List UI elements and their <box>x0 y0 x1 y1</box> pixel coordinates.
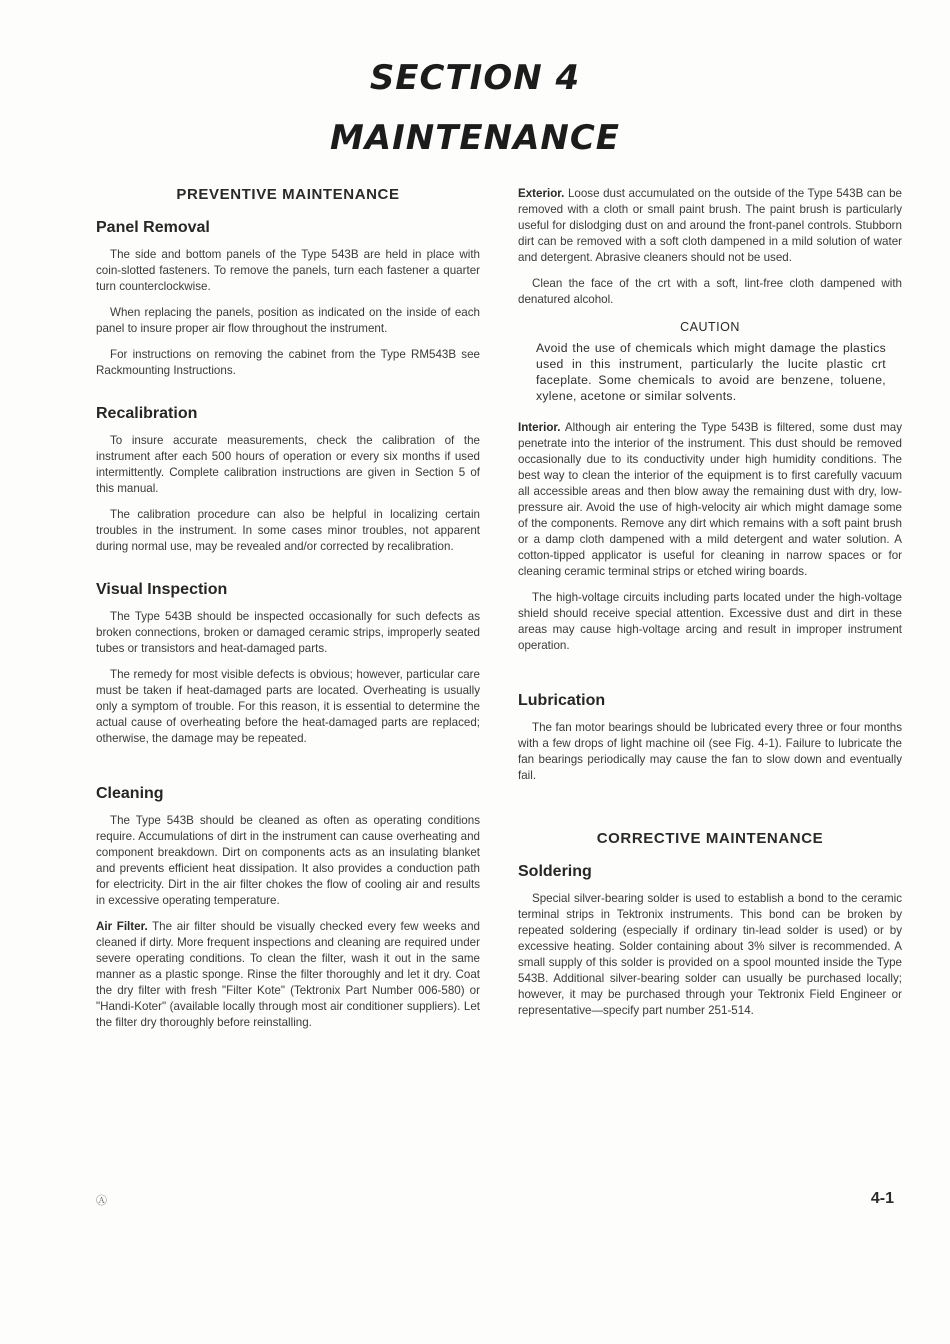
panel-removal-paragraph-1: The side and bottom panels of the Type 543B are held in place with coin-slotted fasteners. To remove the panels, turn each fastener a quarter turn counterclockwise. <box>96 248 480 293</box>
cleaning-heading: Cleaning <box>96 785 164 802</box>
panel-removal-paragraph-3: For instructions on removing the cabinet from the Type RM543B see Rackmounting Instructions. <box>96 348 480 377</box>
soldering-paragraph: Special silver-bearing solder is used to establish a bond to the ceramic terminal strips in Tektronix instruments. This bond can be broken by repeated soldering (especially if ordinary tin-lead solder is used) or by excessive heating. Solder containing about 3% silver is recommended. A small supply of this solder is provided on a spool mounted inside the Type 543B. Additional silver-bearing solder can usually be purchased locally; however, it may be purchased through your Tektronix Field Engineer or representative—specify part number 251-514. <box>518 892 902 1017</box>
visual-inspection-paragraph-2: The remedy for most visible defects is obvious; however, particular care must be taken if heat-damaged parts are located. Overheating is usually only a symptom of trouble. For this reason, it is essential to determine the actual cause of overheating before the heat-damaged parts are replaced; otherwise, the damage may be repeated. <box>96 668 480 745</box>
exterior-lead: Exterior. <box>518 187 565 200</box>
preventive-maintenance-heading: PREVENTIVE MAINTENANCE <box>176 186 400 203</box>
recalibration-paragraph-1: To insure accurate measurements, check the calibration of the instrument after each 500 hours of operation or every six months if used intermittently. Complete calibration instructions are given in Section 5 of this manual. <box>96 434 480 495</box>
air-filter-paragraph <box>96 919 480 1031</box>
section-number-title: SECTION 4 <box>369 58 581 98</box>
panel-removal-heading: Panel Removal <box>96 219 210 236</box>
air-filter-text: The air filter should be visually checked every few weeks and cleaned if dirty. More frequent inspections and cleaning are required under severe operating conditions. To clean the filter, wash it out in the same manner as a plastic sponge. Rinse the filter thoroughly and let it dry. Coat the dry filter with fresh "Filter Kote" (Tektronix Part Number 006-580) or "Handi-Koter" (available locally through most air conditioner suppliers). Let the filter dry thoroughly before reinstalling. <box>96 920 480 1029</box>
publisher-mark-icon: Ⓐ <box>96 1195 107 1207</box>
cleaning-paragraph-1: The Type 543B should be cleaned as often as operating conditions require. Accumulations of dirt in the instrument can cause overheating and component breakdown. Dirt on components acts as an insulating blanket and prevents efficient heat dissipation. It also provides a conduction path for electricity. Dirt in the air filter chokes the flow of cooling air and results in excessive operating temperature. <box>96 814 480 907</box>
lubrication-paragraph: The fan motor bearings should be lubricated every three or four months with a few drops of light machine oil (see Fig. 4-1). Failure to lubricate the fan bearings periodically may cause the fan to slow down and eventually fail. <box>518 721 902 782</box>
visual-inspection-heading: Visual Inspection <box>96 581 228 598</box>
soldering-heading: Soldering <box>518 863 592 880</box>
right-column <box>518 186 902 1029</box>
corrective-maintenance-heading: CORRECTIVE MAINTENANCE <box>596 830 824 847</box>
caution-text: Avoid the use of chemicals which might damage the plastics used in this instrument, particularly the lucite plastic crt faceplate. Some chemicals to avoid are benzene, toluene, xylene, acetone or similar solvents. <box>536 341 886 403</box>
panel-removal-paragraph-2: When replacing the panels, position as indicated on the inside of each panel to insure proper air flow throughout the instrument. <box>96 306 480 335</box>
lubrication-heading: Lubrication <box>518 692 606 709</box>
visual-inspection-paragraph-1: The Type 543B should be inspected occasionally for such defects as broken connections, broken or damaged ceramic strips, improperly seated tubes or transistors and heat-damaged parts. <box>96 610 480 655</box>
exterior-paragraph <box>518 186 902 266</box>
interior-paragraph <box>518 420 902 580</box>
left-column <box>96 186 480 1041</box>
recalibration-heading: Recalibration <box>96 405 198 422</box>
air-filter-lead: Air Filter. <box>96 920 148 933</box>
caution-title: CAUTION <box>680 320 740 334</box>
crt-cleaning-paragraph: Clean the face of the crt with a soft, lint-free cloth dampened with denatured alcohol. <box>518 277 902 306</box>
high-voltage-paragraph: The high-voltage circuits including parts located under the high-voltage shield should receive special attention. Excessive dust and dirt in these areas may cause high-voltage arcing and result in improper instrument operation. <box>518 591 902 652</box>
section-name-title: MAINTENANCE <box>329 118 621 158</box>
recalibration-paragraph-2: The calibration procedure can also be helpful in localizing certain troubles in the instrument. In some cases minor troubles, not apparent during normal use, may be revealed and/or corrected by recalibration. <box>96 508 480 553</box>
page-number: 4-1 <box>870 1190 894 1207</box>
interior-lead: Interior. <box>518 421 561 434</box>
exterior-text: Loose dust accumulated on the outside of the Type 543B can be removed with a cloth or small paint brush. The paint brush is particularly useful for dislodging dust on and around the front-panel controls. Stubborn dirt can be removed with a soft cloth dampened in a mild solution of water and detergent. Abrasive cleaners should not be used. <box>518 187 902 264</box>
interior-text: Although air entering the Type 543B is filtered, some dust may penetrate into the interior of the instrument. This dust should be removed occasionally due to its conductivity under high humidity conditions. The best way to clean the interior of the equipment is to first carefully vacuum all accessible areas and then blow away the remaining dust with dry, low-pressure air. Avoid the use of high-velocity air which might damage some of the components. Remove any dirt which remains with a soft paint brush or a damp cloth dampened with a mild detergent and water solution. A cotton-tipped applicator is useful for cleaning in narrow spaces or for cleaning ceramic terminal strips or etched wiring boards. <box>518 421 902 578</box>
